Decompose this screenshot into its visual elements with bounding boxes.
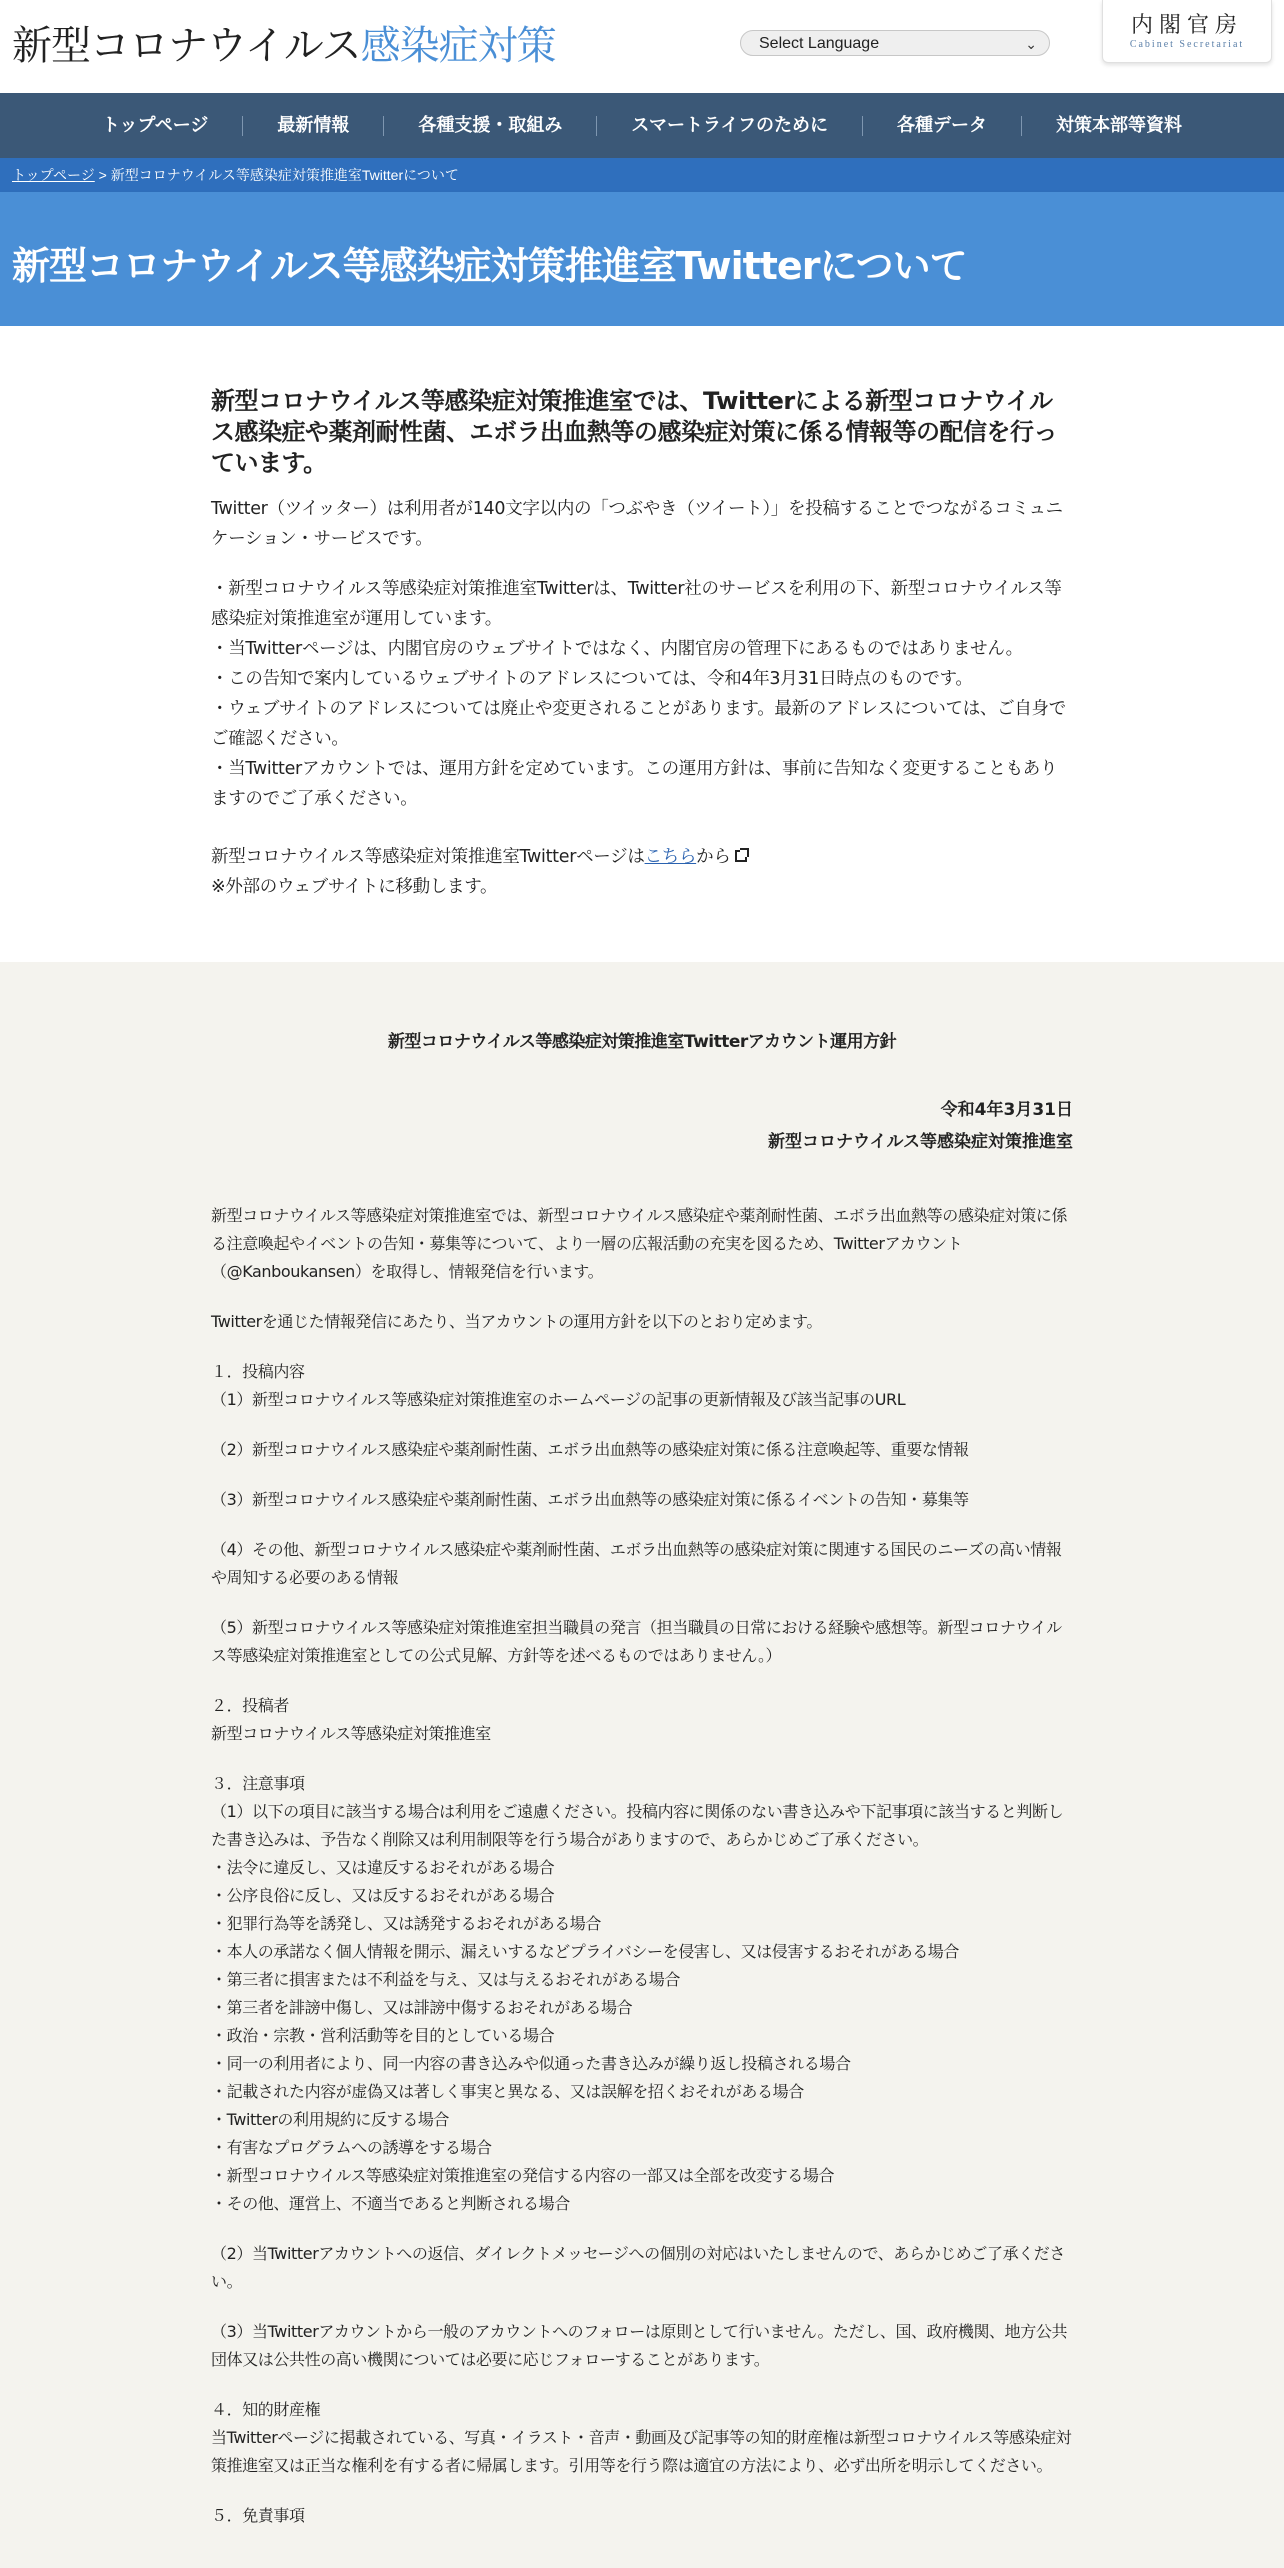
policy-section (0, 962, 1284, 2568)
caution-list-item: ・その他、運営上、不適当であると判断される場合 (211, 2194, 570, 2213)
policy-purpose: Twitterを通じた情報発信にあたり、当アカウントの運用方針を以下のとおり定めます。 (211, 1312, 822, 1331)
intro-lead: 新型コロナウイルス等感染症対策推進室では、Twitterによる新型コロナウイルス感染症や薬剤耐性菌、エボラ出血熱等の感染症対策に係る情報等の配信を行っています。 (211, 387, 1057, 477)
caution-list-item: ・本人の承諾なく個人情報を開示、漏えいするなどプライバシーを侵害し、又は侵害するおそれがある場合 (211, 1942, 960, 1961)
breadcrumb (0, 158, 1284, 192)
caution-item: （3）当Twitterアカウントから一般のアカウントへのフォローは原則として行いません。ただし、国、政府機関、地方公共団体又は公共性の高い機関については必要に応じフォローすることがあります。 (211, 2322, 1068, 2369)
intro-note: ・この告知で案内しているウェブサイトのアドレスについては、令和4年3月31日時点のものです。 (211, 669, 973, 689)
ip-rights-text: 当Twitterページに掲載されている、写真・イラスト・音声・動画及び記事等の知的財産権は新型コロナウイルス等感染症対策推進室又は正当な権利を有する者に帰属します。引用等を行う際は適宜の方法により、必ず出所を明示してください。 (211, 2428, 1072, 2475)
policy-body (211, 1202, 1073, 2530)
caution-list-item: ・政治・宗教・営利活動等を目的としている場合 (211, 2026, 555, 2045)
section-heading: １．投稿内容 (211, 1362, 305, 1381)
logo-text-accent: 感染症対策 (360, 23, 556, 69)
section-heading: ４．知的財産権 (211, 2400, 321, 2419)
intro-notes (211, 574, 1073, 814)
policy-poster: 新型コロナウイルス等感染症対策推進室 (211, 1724, 491, 1743)
breadcrumb-home-link[interactable]: トップページ (12, 167, 95, 183)
nav-item-support[interactable]: 各種支援・取組み (383, 116, 596, 136)
caution-list-item: ・記載された内容が虚偽又は著しく事実と異なる、又は誤解を招くおそれがある場合 (211, 2082, 804, 2101)
policy-item: （2）新型コロナウイルス感染症や薬剤耐性菌、エボラ出血熱等の感染症対策に係る注意喚起等、重要な情報 (211, 1440, 969, 1459)
caution-item: （2）当Twitterアカウントへの返信、ダイレクトメッセージへの個別の対応はいたしませんので、あらかじめご了承ください。 (211, 2244, 1065, 2291)
page-title: 新型コロナウイルス等感染症対策推進室Twitterについて (12, 244, 967, 288)
caution-list-item: ・新型コロナウイルス等感染症対策推進室の発信する内容の一部又は全部を改変する場合 (211, 2166, 835, 2185)
section-heading: ３．注意事項 (211, 1774, 305, 1793)
intro-description: Twitter（ツイッター）は利用者が140文字以内の「つぶやき（ツイート）」を投稿することでつながるコミュニケーション・サービスです。 (211, 499, 1063, 549)
section-heading: ５．免責事項 (211, 2506, 305, 2525)
external-site-note: ※外部のウェブサイトに移動します。 (211, 877, 498, 897)
caution-list-item: ・第三者を誹謗中傷し、又は誹謗中傷するおそれがある場合 (211, 1998, 633, 2017)
caution-list-item: ・公序良俗に反し、又は反するおそれがある場合 (211, 1886, 555, 1905)
policy-item: （3）新型コロナウイルス感染症や薬剤耐性菌、エボラ出血熱等の感染症対策に係るイベントの告知・募集等 (211, 1490, 969, 1509)
twitter-page-link[interactable]: こちら (644, 847, 697, 867)
chevron-down-icon: ⌄ (1025, 36, 1037, 52)
twitter-link-suffix: から (696, 847, 731, 867)
policy-title: 新型コロナウイルス等感染症対策推進室Twitterアカウント運用方針 (387, 1032, 897, 1052)
caution-list-item: ・第三者に損害または不利益を与え、又は与えるおそれがある場合 (211, 1970, 680, 1989)
intro-note: ・当Twitterページは、内閣官房のウェブサイトではなく、内閣官房の管理下にあるものではありません。 (211, 639, 1023, 659)
breadcrumb-current: 新型コロナウイルス等感染症対策推進室Twitterについて (110, 167, 459, 183)
policy-item: （1）新型コロナウイルス等感染症対策推進室のホームページの記事の更新情報及び該当記事のURL (211, 1390, 906, 1409)
caution-list-item: ・同一の利用者により、同一内容の書き込みや似通った書き込みが繰り返し投稿される場合 (211, 2054, 851, 2073)
twitter-link-block (211, 842, 1073, 902)
caution-intro: （1）以下の項目に該当する場合は利用をご遠慮ください。投稿内容に関係のない書き込みや下記事項に該当すると判断した書き込みは、予告なく削除又は利用制限等を行う場合がありますので、あらかじめご了承ください。 (211, 1802, 1064, 1849)
caution-list-item: ・犯罪行為等を誘発し、又は誘発するおそれがある場合 (211, 1914, 602, 1933)
intro-note: ・当Twitterアカウントでは、運用方針を定めています。この運用方針は、事前に告知なく変更することもありますのでご了承ください。 (211, 759, 1058, 809)
twitter-link-prefix: 新型コロナウイルス等感染症対策推進室Twitterページは (211, 847, 645, 867)
intro-note: ・ウェブサイトのアドレスについては廃止や変更されることがあります。最新のアドレスについては、ご自身でご確認ください。 (211, 699, 1066, 749)
language-select[interactable] (740, 30, 1050, 56)
nav-item-smartlife[interactable]: スマートライフのために (596, 116, 862, 136)
global-nav (0, 93, 1284, 158)
page-title-banner (0, 192, 1284, 326)
policy-item: （5）新型コロナウイルス等感染症対策推進室担当職員の発言（担当職員の日常における経験や感想等。新型コロナウイルス等感染症対策推進室としての公式見解、方針等を述べるものではありません。） (211, 1618, 1062, 1665)
caution-list-item: ・法令に違反し、又は違反するおそれがある場合 (211, 1858, 555, 1877)
nav-item-materials[interactable]: 対策本部等資料 (1021, 116, 1216, 136)
external-link-icon (735, 850, 747, 862)
intro-note: ・新型コロナウイルス等感染症対策推進室Twitterは、Twitter社のサービスを利用の下、新型コロナウイルス等感染症対策推進室が運用しています。 (211, 579, 1062, 629)
site-header (0, 0, 1284, 93)
policy-date: 令和4年3月31日 (940, 1100, 1073, 1120)
caution-list-item: ・Twitterの利用規約に反する場合 (211, 2110, 450, 2129)
language-select-label: Select Language (759, 35, 880, 52)
site-logo[interactable] (12, 20, 556, 72)
nav-item-top[interactable]: トップページ (102, 114, 209, 136)
breadcrumb-separator: > (94, 167, 111, 183)
cabinet-logo-en: Cabinet Secretariat (1129, 39, 1245, 50)
nav-item-data[interactable]: 各種データ (862, 116, 1021, 136)
caution-list-item: ・有害なプログラムへの誘導をする場合 (211, 2138, 492, 2157)
section-heading: ２．投稿者 (211, 1696, 290, 1715)
cabinet-secretariat-logo[interactable] (1102, 0, 1272, 63)
cabinet-logo-jp: 内閣官房 (1130, 13, 1243, 38)
logo-text: 新型コロナウイルス (12, 23, 361, 69)
policy-opening: 新型コロナウイルス等感染症対策推進室では、新型コロナウイルス感染症や薬剤耐性菌、エボラ出血熱等の感染症対策に係る注意喚起やイベントの告知・募集等について、より一層の広報活動の充実を図るため、Twitterアカウント（@Kanboukansen）を取得し、情報発信を行います。 (211, 1206, 1068, 1281)
policy-item: （4）その他、新型コロナウイルス感染症や薬剤耐性菌、エボラ出血熱等の感染症対策に関連する国民のニーズの高い情報や周知する必要のある情報 (211, 1540, 1062, 1587)
intro-section (0, 326, 1284, 962)
twitter-link-line (211, 842, 1073, 872)
nav-item-news[interactable]: 最新情報 (242, 116, 383, 136)
policy-org: 新型コロナウイルス等感染症対策推進室 (768, 1132, 1073, 1152)
